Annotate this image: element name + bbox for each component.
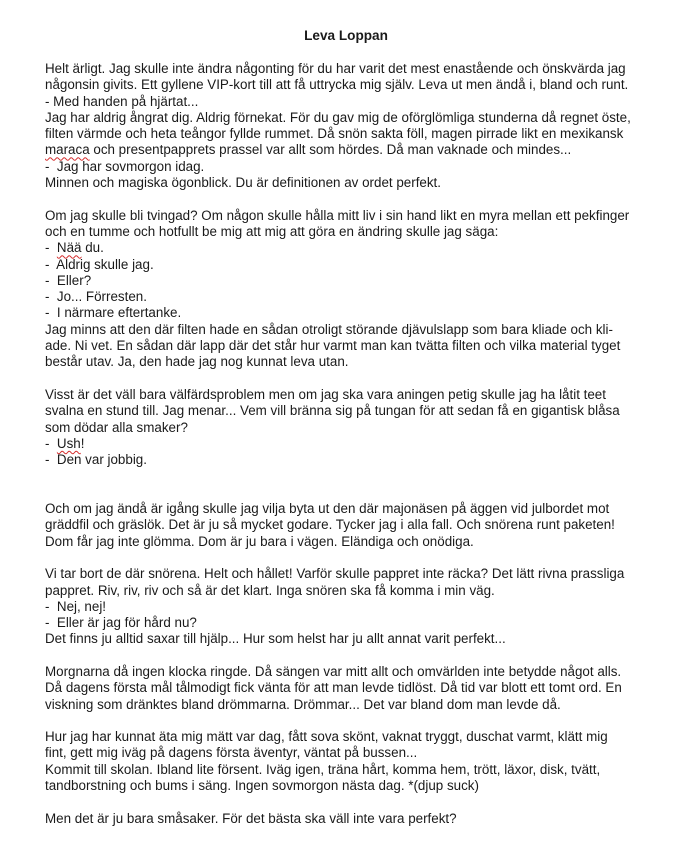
line-text: och presentpapprets prassel var allt som hördes. Då man vaknade och mindes...: [89, 142, 572, 158]
text-line: - Eller?: [45, 272, 92, 288]
text-line: Helt ärligt. Jag skulle inte ändra någonting för du har varit det mest enastående och önskvärda jag: [45, 61, 626, 76]
text-line: [45, 240, 670, 256]
paragraph: [45, 61, 670, 191]
text-line: viskning som dränktes bland drömmarna. Drömmar... Det var bland dom man levde då.: [45, 696, 561, 712]
text-line: Men det är ju bara småsaker. För det bästa ska väll inte vara perfekt?: [45, 810, 457, 826]
text-line: och en tumme och hotfullt be mig att mig att göra en ändring skulle jag säga:: [45, 223, 499, 239]
text-line: ade. Ni vet. En sådan där lapp där det står hur varmt man kan tvätta filten och vilka material tyget: [45, 338, 621, 354]
text-line: [45, 436, 670, 452]
text-line: Jag har aldrig ångrat dig. Aldrig förnekat. För du gav mig de oförglömliga stunderna då regnet öste,: [45, 109, 631, 125]
paragraph-spacer: [45, 648, 670, 664]
text-line: Det finns ju alltid saxar till hjälp... Hur som helst har ju allt annat varit perfekt...: [45, 631, 506, 647]
paragraph-spacer: [45, 191, 670, 207]
text-line: - Eller är jag för hård nu?: [45, 615, 197, 631]
text-line: Jag minns att den där filten hade en sådan otroligt störande djävulslapp som bara kliade och kli-: [45, 321, 613, 337]
text-line: tandborstning och bums i säng. Ingen sovmorgon nästa dag. *(djup suck): [45, 778, 479, 794]
paragraph-spacer: [45, 468, 670, 501]
text-line: Vi tar bort de där snörena. Helt och hållet! Varför skulle pappret inte räcka? Det lätt rivna prassliga: [45, 566, 625, 582]
spellcheck-flagged-word: Ush: [56, 435, 81, 451]
text-line: - Den var jobbig.: [45, 452, 147, 468]
text-line: - Jag har sovmorgon idag.: [45, 158, 205, 174]
text-line: Dom får jag inte glömma. Dom är ju bara i vägen. Eländiga och onödiga.: [45, 533, 474, 549]
paragraph: [45, 729, 670, 794]
document-title: Leva Loppan: [304, 28, 388, 43]
paragraph-spacer: [45, 550, 670, 566]
paragraph-spacer: [45, 371, 670, 387]
text-line: svalna en stund till. Jag menar... Vem vill bränna sig på tungan för att sedan få en gigantisk blåsa: [45, 403, 620, 419]
text-line: - Nej, nej!: [45, 598, 107, 614]
paragraph-spacer: [45, 713, 670, 729]
paragraph: [45, 566, 670, 647]
line-text: !: [80, 435, 85, 451]
spellcheck-flagged-word: maraca: [45, 142, 90, 158]
text-line: Visst är det väll bara välfärdsproblem men om jag ska vara aningen petig skulle jag ha låtit teet: [45, 386, 606, 402]
text-line: - Med handen på hjärtat...: [45, 93, 199, 109]
text-line: som dödar alla smaker?: [45, 419, 188, 435]
paragraph: [45, 664, 670, 713]
text-line: Kommit till skolan. Ibland lite försent. Iväg igen, träna hårt, komma hem, trött, läxor, disk, tvätt,: [45, 761, 601, 777]
text-line: Hur jag har kunnat äta mig mätt var dag, fått sova skönt, vaknat tryggt, duschat varmt, klätt mig: [45, 729, 608, 745]
text-line: [45, 142, 670, 158]
text-line: Då dagens första mål tålmodigt fick vänta för att man levde tidlöst. Då tid var blott ett tomt ord. En: [45, 680, 622, 696]
text-line: Och om jag ändå är igång skulle jag vilja byta ut den där majonäsen på äggen vid julbordet mot: [45, 501, 610, 517]
line-text: du.: [81, 240, 104, 256]
text-line: Morgnarna då ingen klocka ringde. Då sängen var mitt allt och omvärlden inte betydde något alls.: [45, 663, 622, 679]
text-line: filten värmde och heta teångor fyllde rummet. Då snön sakta föll, magen pirrade likt en mexikansk: [45, 126, 624, 142]
line-prefix: -: [45, 240, 57, 256]
text-line: - Jo... Förresten.: [45, 289, 147, 305]
text-line: gräddfil och gräslök. Det är ju så mycket godare. Tycker jag i alla fall. Och snörena runt paketen!: [45, 517, 615, 533]
text-line: - Aldrig skulle jag.: [45, 256, 154, 272]
paragraph: [45, 501, 670, 550]
text-line: består utav. Ja, den hade jag nog kunnat leva utan.: [45, 354, 349, 370]
paragraph-spacer: [45, 794, 670, 810]
paragraph: [45, 811, 670, 827]
paragraph: [45, 387, 670, 468]
text-line: Minnen och magiska ögonblick. Du är definitionen av ordet perfekt.: [45, 175, 441, 191]
text-line: fint, gett mig iväg på dagens första äventyr, väntat på bussen...: [45, 745, 418, 761]
paragraph: [45, 208, 670, 371]
document-body: [45, 61, 670, 827]
text-line: någonsin givits. Ett gyllene VIP-kort till att få uttrycka mig själv. Leva ut men ändå i, bland och runt.: [45, 77, 629, 93]
text-line: pappret. Riv, riv, riv och så är det klart. Inga snören ska få komma i min väg.: [45, 582, 495, 598]
spellcheck-flagged-word: Nää: [56, 240, 82, 256]
line-prefix: -: [45, 435, 57, 451]
text-line: - I närmare eftertanke.: [45, 305, 182, 321]
text-line: Om jag skulle bli tvingad? Om någon skulle hålla mitt liv i sin hand likt en myra mellan ett pekfinger: [45, 207, 630, 223]
